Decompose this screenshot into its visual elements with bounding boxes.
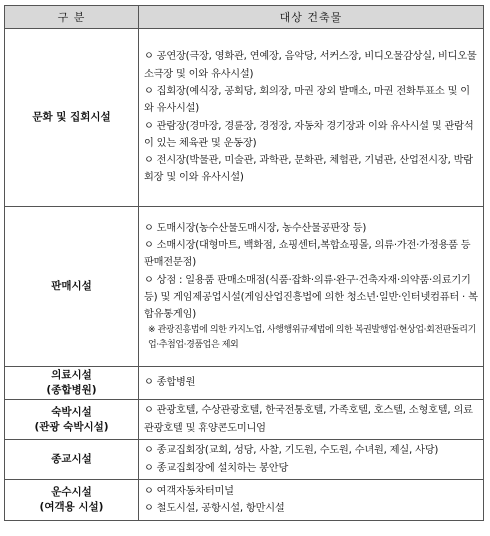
- list-item: ㅇ 도매시장(농수산물도매시장, 농수산물공판장 등): [144, 222, 367, 234]
- category-label: 운수시설: [51, 486, 92, 498]
- list-item: ㅇ 종교집회장에 설치하는 봉안당: [144, 462, 289, 474]
- table-row: [5, 480, 484, 521]
- category-sublabel: (종합병원): [46, 384, 97, 396]
- list-item: ㅇ 집회장(예식장, 공회당, 회의장, 마권 장외 발매소, 마권 전화투표소 및 이와 유사시설): [144, 85, 470, 115]
- category-cell: [5, 400, 139, 440]
- items-cell: [139, 480, 484, 521]
- table-row: [5, 400, 484, 440]
- items-cell: [139, 29, 484, 207]
- items-cell: [139, 440, 484, 480]
- table-row: [5, 29, 484, 207]
- header-target-buildings: 대상 건축물: [139, 6, 484, 29]
- table-row: [5, 207, 484, 367]
- list-item: ㅇ 철도시설, 공항시설, 항만시설: [144, 503, 285, 514]
- category-label: 문화 및 집회시설: [32, 111, 111, 123]
- category-label: 판매시설: [51, 280, 92, 292]
- table-header-row: [5, 6, 484, 29]
- list-item: ㅇ 여객자동차터미널: [144, 485, 234, 497]
- exception-note: ※ 관광진흥법에 의한 카지노업, 사행행위규제법에 의한 복권발행업·현상업·회전판돌리기업·추첨업·경품업은 제외: [148, 325, 476, 351]
- list-item: ㅇ 종합병원: [144, 377, 196, 389]
- items-cell: [139, 207, 484, 367]
- list-item: ㅇ 관광호텔, 수상관광호텔, 한국전통호텔, 가족호텔, 호스텔, 소형호텔, 의료관광호텔 및 휴양콘도미니엄: [144, 405, 473, 434]
- list-item: ㅇ 공연장(극장, 영화관, 연예장, 음악당, 서커스장, 비디오물감상실, 비디오물소극장 및 이와 유사시설): [144, 51, 477, 80]
- category-cell: [5, 367, 139, 400]
- category-cell: [5, 29, 139, 207]
- category-sublabel: (관광 숙박시설): [34, 420, 109, 433]
- table-row: [5, 367, 484, 400]
- list-item: ㅇ 소매시장(대형마트, 백화점, 쇼핑센터,복합쇼핑몰, 의류·가전·가정용품 등 판매전문점): [144, 239, 471, 269]
- header-category: 구 분: [5, 6, 139, 29]
- table-row: [5, 440, 484, 480]
- list-item: ㅇ 종교집회장(교회, 성당, 사찰, 기도원, 수도원, 수녀원, 제실, 사당): [144, 445, 439, 457]
- category-cell: [5, 440, 139, 480]
- category-label: 숙박시설: [51, 405, 92, 418]
- category-label: 의료시설: [51, 369, 92, 381]
- category-cell: [5, 207, 139, 367]
- building-category-table: [4, 5, 484, 521]
- items-cell: [139, 367, 484, 400]
- items-cell: [139, 400, 484, 440]
- list-item: ㅇ 전시장(박물관, 미술관, 과학관, 문화관, 체험관, 기념관, 산업전시장, 박람회장 및 이와 유사시설): [144, 155, 473, 184]
- list-item: ㅇ 관람장(경마장, 경륜장, 경정장, 자동차 경기장과 이와 유사시설 및 관람석이 있는 체육관 및 운동장): [144, 120, 474, 149]
- category-cell: [5, 480, 139, 521]
- category-sublabel: (여객용 시설): [39, 501, 104, 513]
- category-label: 종교시설: [51, 453, 92, 465]
- list-item: ㅇ 상점 : 일용품 판매소매점(식품·잡화·의류·완구·건축자재·의약품·의료기기 등) 및 게임제공업시설(게임산업진흥법에 의한 청소년·일반·인터넷컴퓨터 · 복합유통게임): [144, 274, 478, 321]
